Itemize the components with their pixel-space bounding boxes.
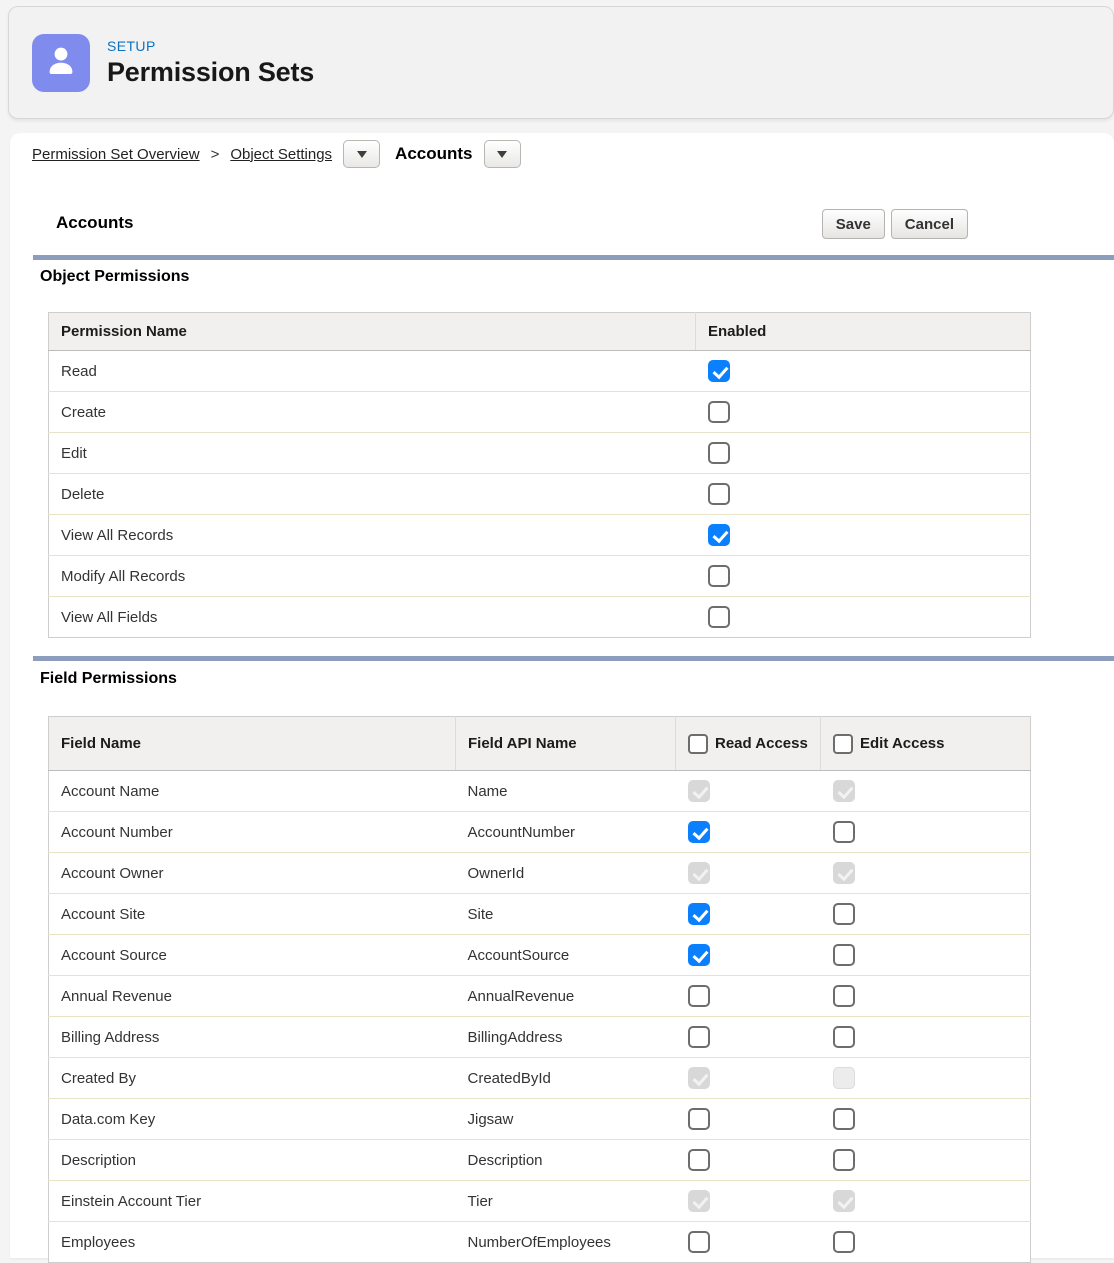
page-title: Permission Sets bbox=[107, 56, 315, 87]
permission-name-cell: View All Fields bbox=[49, 597, 696, 638]
field-api-name-cell: Site bbox=[456, 894, 676, 935]
enabled-checkbox[interactable] bbox=[708, 524, 730, 546]
table-row bbox=[49, 351, 1031, 392]
permission-name-cell: Modify All Records bbox=[49, 556, 696, 597]
read-access-checkbox bbox=[688, 862, 710, 884]
breadcrumb-separator: > bbox=[210, 145, 220, 163]
read-access-checkbox[interactable] bbox=[688, 985, 710, 1007]
field-name-cell: Billing Address bbox=[49, 1017, 456, 1058]
breadcrumb-current-accounts: Accounts bbox=[395, 144, 473, 163]
column-header-edit-access bbox=[821, 717, 1031, 771]
edit-access-checkbox[interactable] bbox=[833, 1108, 855, 1130]
field-permissions-table bbox=[48, 716, 1031, 1263]
edit-access-checkbox bbox=[833, 862, 855, 884]
chevron-down-icon bbox=[357, 151, 367, 158]
section-divider bbox=[33, 255, 1114, 260]
object-permissions-table bbox=[48, 312, 1031, 638]
object-settings-dropdown-button[interactable] bbox=[343, 140, 380, 168]
edit-access-select-all-checkbox[interactable] bbox=[833, 734, 853, 754]
field-api-name-cell: BillingAddress bbox=[456, 1017, 676, 1058]
breadcrumb-link-permission-set-overview[interactable]: Permission Set Overview bbox=[32, 145, 200, 163]
read-access-checkbox[interactable] bbox=[688, 1149, 710, 1171]
field-api-name-cell: Description bbox=[456, 1140, 676, 1181]
breadcrumb-link-object-settings[interactable]: Object Settings bbox=[230, 145, 333, 163]
read-access-checkbox[interactable] bbox=[688, 1231, 710, 1253]
table-row bbox=[49, 1058, 1031, 1099]
read-access-checkbox bbox=[688, 1190, 710, 1212]
field-api-name-cell: OwnerId bbox=[456, 853, 676, 894]
table-row bbox=[49, 894, 1031, 935]
edit-access-checkbox[interactable] bbox=[833, 1026, 855, 1048]
column-header-enabled: Enabled bbox=[696, 313, 1031, 351]
read-access-checkbox[interactable] bbox=[688, 903, 710, 925]
field-api-name-cell: Name bbox=[467, 782, 508, 800]
table-row bbox=[49, 935, 1031, 976]
field-name-cell: Employees bbox=[49, 1222, 456, 1263]
save-button[interactable]: Save bbox=[822, 209, 885, 239]
permission-name-cell: View All Records bbox=[49, 515, 696, 556]
table-row bbox=[49, 1181, 1031, 1222]
edit-access-checkbox[interactable] bbox=[833, 1231, 855, 1253]
field-api-name-cell: AccountSource bbox=[456, 935, 676, 976]
table-row bbox=[49, 976, 1031, 1017]
field-name-cell: Account Site bbox=[49, 894, 456, 935]
table-row bbox=[49, 433, 1031, 474]
field-api-name-cell: Jigsaw bbox=[456, 1099, 676, 1140]
field-api-name-cell: CreatedById bbox=[456, 1058, 676, 1099]
edit-access-checkbox[interactable] bbox=[833, 821, 855, 843]
read-access-checkbox bbox=[688, 780, 710, 802]
field-permissions-title: Field Permissions bbox=[40, 670, 177, 687]
read-access-checkbox[interactable] bbox=[688, 821, 710, 843]
table-row bbox=[49, 597, 1031, 638]
field-name-cell: Account Number bbox=[49, 812, 456, 853]
action-buttons bbox=[822, 209, 968, 239]
column-header-permission-name: Permission Name bbox=[49, 313, 696, 351]
enabled-checkbox[interactable] bbox=[708, 606, 730, 628]
read-access-checkbox[interactable] bbox=[688, 1108, 710, 1130]
field-api-name-cell: NumberOfEmployees bbox=[456, 1222, 676, 1263]
column-header-field-name: Field Name bbox=[49, 717, 456, 771]
table-row bbox=[49, 474, 1031, 515]
table-row bbox=[49, 853, 1031, 894]
enabled-checkbox[interactable] bbox=[708, 565, 730, 587]
read-access-select-all-checkbox[interactable] bbox=[688, 734, 708, 754]
table-row bbox=[49, 556, 1031, 597]
enabled-checkbox[interactable] bbox=[708, 360, 730, 382]
setup-eyebrow: SETUP bbox=[107, 37, 156, 54]
cancel-button[interactable]: Cancel bbox=[891, 209, 968, 239]
table-row bbox=[49, 1099, 1031, 1140]
read-access-checkbox[interactable] bbox=[688, 944, 710, 966]
permission-name-cell: Create bbox=[49, 392, 696, 433]
read-access-checkbox[interactable] bbox=[688, 1026, 710, 1048]
enabled-checkbox[interactable] bbox=[708, 401, 730, 423]
table-row bbox=[49, 515, 1031, 556]
edit-access-checkbox[interactable] bbox=[833, 944, 855, 966]
read-access-checkbox bbox=[688, 1067, 710, 1089]
table-row bbox=[49, 1017, 1031, 1058]
field-api-name-cell: AccountNumber bbox=[456, 812, 676, 853]
field-name-cell: Created By bbox=[49, 1058, 456, 1099]
accounts-dropdown-button[interactable] bbox=[484, 140, 521, 168]
table-header-row bbox=[49, 313, 1031, 351]
field-name-cell: Data.com Key bbox=[49, 1099, 456, 1140]
object-permissions-title: Object Permissions bbox=[40, 268, 190, 285]
enabled-checkbox[interactable] bbox=[708, 442, 730, 464]
chevron-down-icon bbox=[497, 151, 507, 158]
table-header-row bbox=[49, 717, 1031, 771]
field-name-cell: Account Owner bbox=[49, 853, 456, 894]
read-access-header-label: Read Access bbox=[715, 735, 808, 752]
edit-access-checkbox bbox=[833, 1067, 855, 1089]
edit-access-header-label: Edit Access bbox=[860, 735, 945, 752]
column-header-read-access bbox=[676, 717, 821, 771]
permission-name-cell: Read bbox=[61, 362, 97, 380]
edit-access-checkbox[interactable] bbox=[833, 985, 855, 1007]
field-api-name-cell: AnnualRevenue bbox=[456, 976, 676, 1017]
table-row bbox=[49, 771, 1031, 812]
breadcrumb bbox=[32, 140, 521, 168]
field-api-name-cell: Tier bbox=[456, 1181, 676, 1222]
field-name-cell: Account Name bbox=[61, 782, 160, 800]
permission-name-cell: Delete bbox=[49, 474, 696, 515]
field-name-cell: Einstein Account Tier bbox=[49, 1181, 456, 1222]
setup-header bbox=[8, 6, 1114, 119]
field-name-cell: Description bbox=[49, 1140, 456, 1181]
table-row bbox=[49, 1222, 1031, 1263]
user-icon bbox=[42, 41, 80, 84]
edit-access-checkbox bbox=[833, 1190, 855, 1212]
permission-sets-icon-tile bbox=[32, 34, 90, 92]
content-panel bbox=[10, 133, 1114, 1258]
section-divider bbox=[33, 656, 1114, 661]
table-row bbox=[49, 392, 1031, 433]
table-row bbox=[49, 812, 1031, 853]
edit-access-checkbox[interactable] bbox=[833, 1149, 855, 1171]
field-name-cell: Account Source bbox=[49, 935, 456, 976]
edit-access-checkbox bbox=[833, 780, 855, 802]
section-title: Accounts bbox=[56, 213, 134, 232]
enabled-checkbox[interactable] bbox=[708, 483, 730, 505]
permission-name-cell: Edit bbox=[49, 433, 696, 474]
edit-access-checkbox[interactable] bbox=[833, 903, 855, 925]
column-header-field-api-name: Field API Name bbox=[456, 717, 676, 771]
field-name-cell: Annual Revenue bbox=[49, 976, 456, 1017]
table-row bbox=[49, 1140, 1031, 1181]
